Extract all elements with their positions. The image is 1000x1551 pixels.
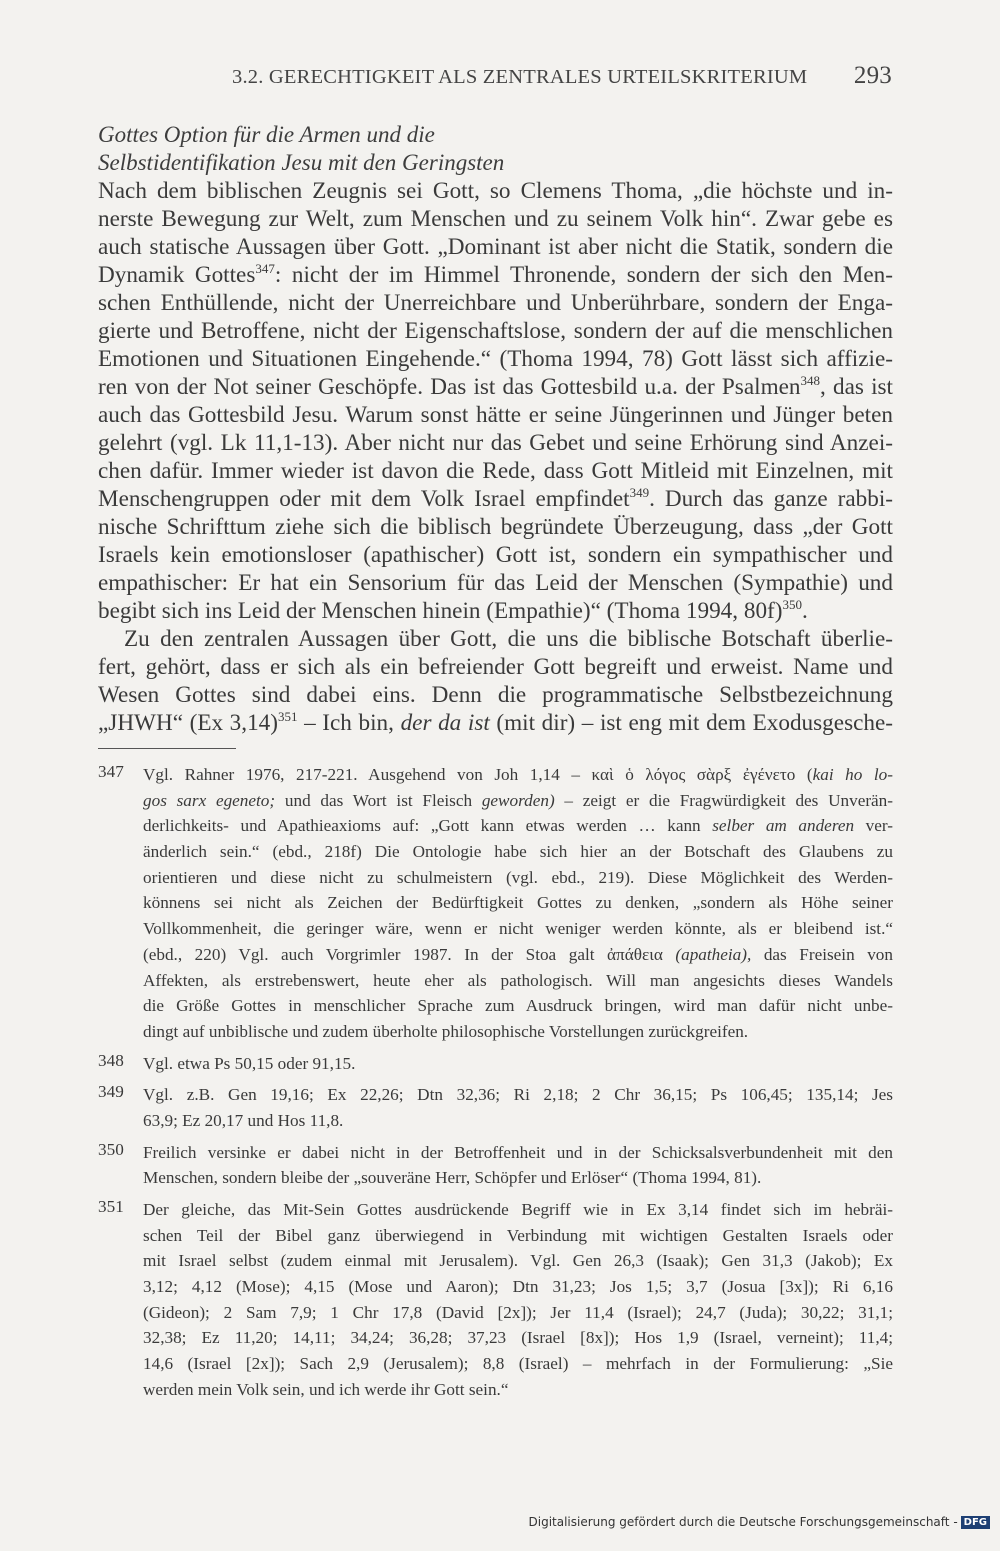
footnote-line: derlichkeits- und Apathieaxioms auf: „Gott kann etwas werden … kann selber am anderen ver-: [143, 816, 893, 836]
footnote-ref: 350: [782, 597, 802, 612]
footnote-line: 32,38; Ez 11,20; 14,11; 34,24; 36,28; 37,23 (Israel [8x]); Hos 1,9 (Israel, verneint); 11,4;: [143, 1328, 893, 1348]
footnote-divider: [98, 748, 236, 749]
footnote-number: 350: [98, 1139, 124, 1159]
footnote-line: könnens sei nicht als Zeichen der Bedürftigkeit Gottes zu denken, „sondern als Höhe seiner: [143, 893, 893, 913]
footnote-line: Der gleiche, das Mit-Sein Gottes ausdrückende Begriff wie in Ex 3,14 findet sich im hebräi-: [143, 1200, 893, 1219]
section-heading: [98, 121, 893, 177]
footnote-line: gos sarx egeneto; und das Wort ist Fleisch geworden) – zeigt er die Fragwürdigkeit des Unverän-: [143, 790, 894, 810]
text-line: Nach dem biblischen Zeugnis sei Gott, so Clemens Thoma, „die höchste und in-: [98, 178, 893, 204]
text-line: auch das Gottesbild Jesu. Warum sonst hätte er seine Jüngerinnen und Jünger beten: [98, 402, 893, 428]
section-heading-line: Gottes Option für die Armen und die: [98, 122, 435, 147]
footnote-ref: 349: [629, 485, 650, 500]
footnote-line: 63,9; Ez 20,17 und Hos 11,8.: [143, 1110, 344, 1130]
footnote-number: 348: [98, 1050, 124, 1070]
footnote-line: Affekten, als erstrebenswert, heute eher als pathologisch. Will man angesichts dieses Wandels: [143, 970, 893, 990]
digitization-credit: [529, 1515, 991, 1529]
footnote-ref: 348: [800, 373, 820, 388]
text-line: nerste Bewegung zur Welt, zum Menschen und zu seinem Volk hin“. Zwar gebe es: [98, 206, 893, 232]
footnote-line: schen Teil der Bibel ganz überwiegend in Verbindung mit wichtigen Gestalten Israels oder: [143, 1225, 893, 1245]
text-line: begibt sich ins Leid der Menschen hinein (Empathie)“ (Thoma 1994, 80f)$^{350}$.: [98, 597, 808, 624]
text-line: Menschengruppen oder mit dem Volk Israel empfindet$^{349}$. Durch das ganze rabbi-: [98, 485, 893, 512]
text-line: empathischer: Er hat ein Sensorium für das Leid der Menschen (Sympathie) und: [98, 570, 893, 596]
footnote-number: 349: [98, 1082, 124, 1102]
page-number: 293: [853, 62, 892, 89]
footnote-ref: 347: [255, 261, 275, 276]
main-text: [98, 121, 893, 737]
footnote-line: 14,6 (Israel [2x]); Sach 2,9 (Jerusalem); 8,8 (Israel) – mehrfach in der Formulierung: „Sie: [143, 1354, 893, 1374]
footnote-line: Freilich versinke er dabei nicht in der Betroffenheit und in der Schicksalsverbundenheit mit den: [143, 1142, 893, 1162]
running-head-title: 3.2. GERECHTIGKEIT ALS ZENTRALES URTEILSKRITERIUM: [232, 66, 808, 88]
footnote-ref: 351: [277, 709, 298, 724]
footnote-348: [98, 1051, 893, 1077]
paragraph: [98, 177, 893, 625]
dfg-logo: DFG: [961, 1516, 990, 1529]
text-line: Zu den zentralen Aussagen über Gott, die uns die biblische Botschaft überlie-: [124, 626, 893, 652]
text-line: Dynamik Gottes$^{347}$: nicht der im Himmel Thronende, sondern der sich den Men-: [98, 261, 893, 288]
section-heading-line: Selbstidentifikation Jesu mit den Geringsten: [98, 150, 505, 175]
footnote-number: 347: [98, 762, 124, 781]
text-line: auch statische Aussagen über Gott. „Dominant ist aber nicht die Statik, sondern die: [98, 234, 893, 260]
text-line: schen Enthüllende, nicht der Unerreichbare und Unberührbare, sondern der Enga-: [98, 290, 893, 316]
text-line: Wesen Gottes sind dabei eins. Denn die programmatische Selbstbezeichnung: [98, 682, 893, 708]
footnote-line: Vgl. Rahner 1976, 217-221. Ausgehend von Joh 1,14 – καὶ ὁ λόγος σὰρξ ἐγένετο (kai ho lo-: [143, 765, 893, 784]
text-line: ren von der Not seiner Geschöpfe. Das ist das Gottesbild u.a. der Psalmen$^{348}$, das ist: [98, 373, 893, 400]
footnote-line: dingt auf unbiblische und zudem überholte philosophische Vorstellungen zurückgreifen.: [143, 1021, 749, 1041]
footnotes: [98, 762, 893, 1409]
footnote-351: [98, 1197, 893, 1403]
footnote-line: Vgl. z.B. Gen 19,16; Ex 22,26; Dtn 32,36; Ri 2,18; 2 Chr 36,15; Ps 106,45; 135,14; Jes: [143, 1085, 893, 1105]
text-line: chen dafür. Immer wieder ist davon die Rede, dass Gott Mitleid mit Einzelnen, mit: [98, 458, 893, 484]
footnote-line: (ebd., 220) Vgl. auch Vorgrimler 1987. In der Stoa galt ἀπάθεια (apatheia), das Freisein von: [143, 944, 893, 964]
text-line: Israels kein emotionsloser (apathischer) Gott ist, sondern ein sympathischer und: [98, 542, 893, 568]
footnote-line: (Gideon); 2 Sam 7,9; 1 Chr 17,8 (David [2x]); Jer 11,4 (Israel); 24,7 (Juda); 30,22; 31,1;: [143, 1302, 893, 1322]
paragraph: [98, 625, 893, 737]
footnote-349: [98, 1082, 893, 1133]
footnote-line: Vgl. etwa Ps 50,15 oder 91,15.: [143, 1053, 356, 1073]
footnote-line: Vollkommenheit, die geringer wäre, wenn er nicht weniger werden könnte, als er bleibend ist.“: [143, 919, 893, 939]
footnote-line: orientieren und diese nicht zu schulmeistern (vgl. ebd., 219). Diese Möglichkeit des Werden-: [143, 867, 893, 887]
text-line: nische Schrifttum ziehe sich die biblisch begründete Überzeugung, dass „der Gott: [98, 514, 893, 540]
footnote-line: änderlich sein.“ (ebd., 218f) Die Ontologie habe sich hier an der Botschaft des Glaubens zu: [143, 842, 893, 862]
footnote-line: 3,12; 4,12 (Mose); 4,15 (Mose und Aaron); Dtn 31,23; Jos 1,5; 3,7 (Josua [3x]); Ri 6,16: [143, 1277, 893, 1297]
footnote-350: [98, 1140, 893, 1191]
footnote-line: die Größe Gottes in menschlicher Sprache zum Ausdruck bringen, wird man dafür nicht unbe-: [143, 996, 893, 1016]
text-line: „JHWH“ (Ex 3,14)$^{351}$ – Ich bin, der da ist (mit dir) – ist eng mit dem Exodusgesche-: [98, 709, 893, 736]
footnote-line: Menschen, sondern bleibe der „souveräne Herr, Schöpfer und Erlöser“ (Thoma 1994, 81).: [143, 1168, 762, 1188]
credit-text: Digitalisierung gefördert durch die Deutsche Forschungsgemeinschaft -: [528, 1515, 958, 1529]
footnote-line: mit Israel selbst (zudem einmal mit Jerusalem). Vgl. Gen 26,3 (Isaak); Gen 31,3 (Jakob); Ex: [143, 1251, 893, 1271]
footnote-347: [98, 762, 893, 1045]
footnote-number: 351: [98, 1197, 124, 1216]
footnote-line: werden mein Volk sein, und ich werde ihr Gott sein.“: [143, 1379, 509, 1399]
text-line: gelehrt (vgl. Lk 11,1-13). Aber nicht nur das Gebet und seine Erhörung sind Anzei-: [98, 430, 893, 456]
text-line: fert, gehört, dass er sich als ein befreiender Gott begreift und erweist. Name und: [98, 654, 893, 680]
text-line: gierte und Betroffene, nicht der Eigenschaftslose, sondern der auf die menschlichen: [98, 318, 893, 344]
text-line: Emotionen und Situationen Eingehende.“ (Thoma 1994, 78) Gott lässt sich affizie-: [98, 346, 893, 372]
